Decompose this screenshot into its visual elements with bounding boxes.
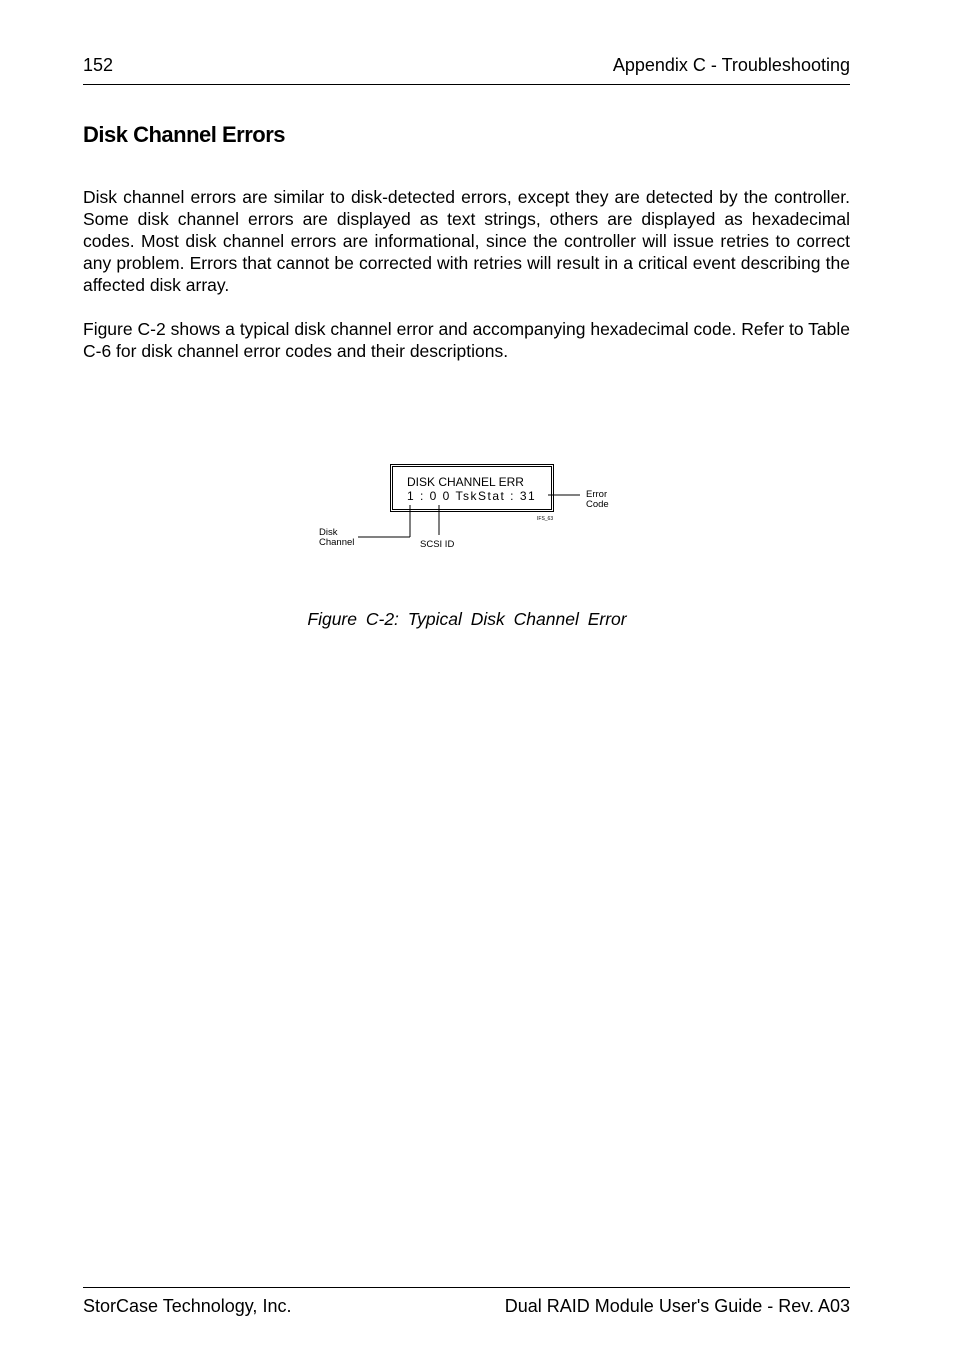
figure-caption: Figure C-2: Typical Disk Channel Error	[307, 609, 627, 629]
callout-lines	[300, 455, 640, 565]
error-code-label-line2: Code	[586, 499, 609, 510]
disk-channel-label	[319, 528, 354, 548]
disk-channel-label-line2: Channel	[319, 537, 355, 548]
error-code-label-line1: Error	[586, 489, 608, 500]
body-paragraph: Figure C-2 shows a typical disk channel error and accompanying hexadecimal code. Refer to Table C-6 for disk channel error codes and their descriptions.	[83, 319, 850, 361]
page-footer	[83, 1287, 850, 1318]
section-title: Disk Channel Errors	[83, 122, 286, 147]
page-header	[83, 54, 850, 85]
page-number: 152	[83, 55, 114, 75]
disk-channel-label-line1: Disk	[319, 527, 338, 538]
figure-id: IFS_63	[537, 516, 554, 522]
lcd-error-figure	[300, 455, 640, 565]
footer-company: StorCase Technology, Inc.	[83, 1296, 292, 1316]
lcd-line-2: 1 : 0 0 TskStat : 31	[407, 489, 537, 503]
error-code-label	[586, 490, 609, 510]
lcd-line-1: DISK CHANNEL ERR	[407, 475, 524, 489]
running-title: Appendix C - Troubleshooting	[612, 55, 850, 75]
footer-doc-title: Dual RAID Module User's Guide - Rev. A03	[504, 1296, 850, 1316]
scsi-id-label: SCSI ID	[420, 539, 455, 550]
body-paragraph: Disk channel errors are similar to disk-detected errors, except they are detected by the controller. Some disk channel errors are displayed as text strings, others are displayed as hexadecimal codes. Most disk channel errors are informational, since the controller will issue retries to correct any problem. Errors that cannot be corrected with retries will result in a critical event describing the affected disk array.	[83, 187, 850, 295]
